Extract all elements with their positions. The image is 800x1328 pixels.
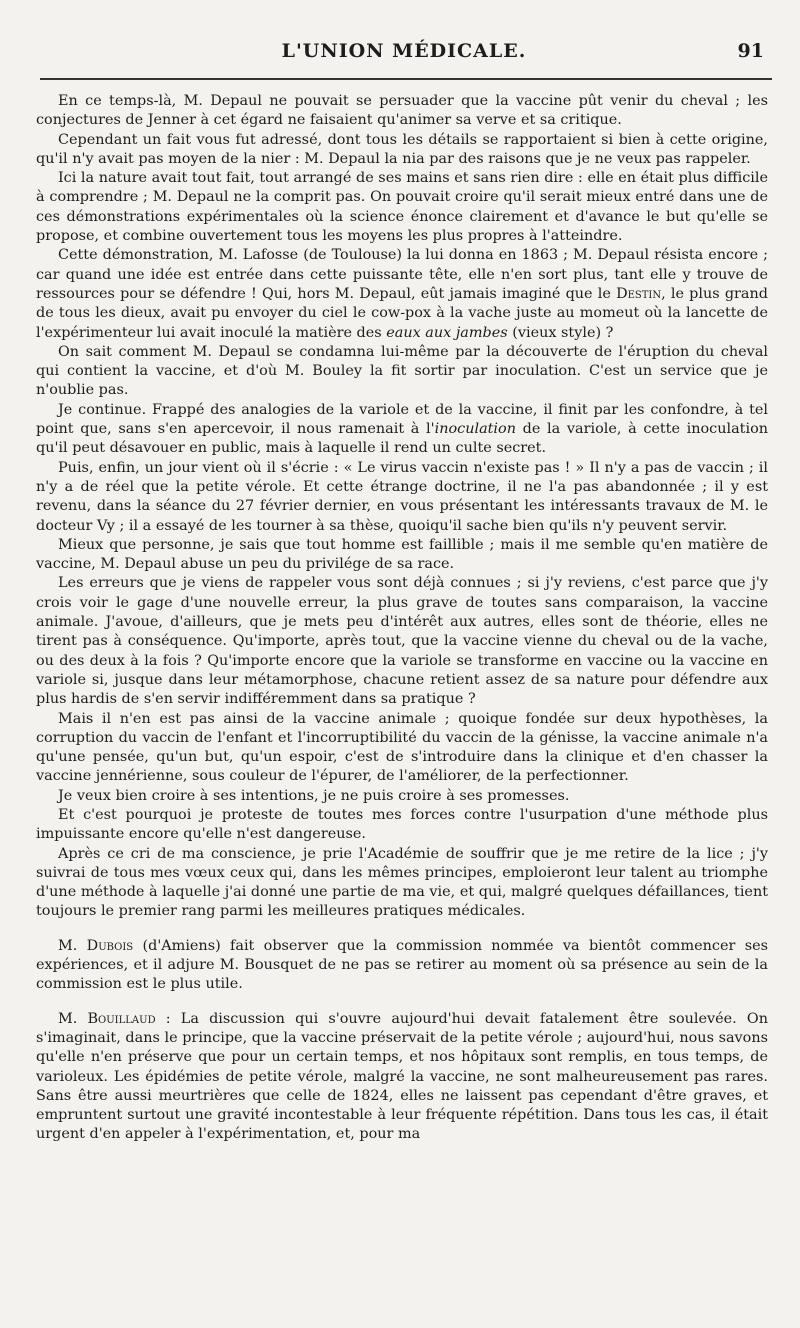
paragraph-before: M. <box>58 1010 88 1027</box>
paragraph-after: de la variole, à cette inoculation qu'il peut désavouer en public, mais à laquelle il rend un culte secret. <box>36 421 769 457</box>
paragraph: Cependant un fait vous fut adressé, dont tous les détails se rapportaient si bien à cette origine, qu'il n'y avait pas moyen de la nier : M. Depaul la nia par des raisons que je ne veux pas rappeler. <box>36 131 768 167</box>
paragraph <box>36 937 768 995</box>
paragraph: Mais il n'en est pas ainsi de la vaccine animale ; quoique fondée sur deux hypothèses, la corruption du vaccin de l'enfant et l'incorruptibilité du vaccin de la génisse, la vaccine animale n'a qu'une pensée, qu'un but, qu'un espoir, c'est de s'introduire dans la clinique et d'en chasser la vaccine jennérienne, sous couleur de l'épurer, de l'améliorer, de la perfectionner. <box>36 710 768 785</box>
paragraph: Après ce cri de ma conscience, je prie l'Académie de souffrir que je me retire de la lice ; j'y suivrai de tous mes vœux ceux qui, dans les mêmes principes, emploieront leur talent au triomphe d'une méthode à laquelle j'ai donné une partie de ma vie, et qui, malgré quelques défaillances, tient toujours le premier rang parmi les meilleures pratiques médicales. <box>36 845 768 920</box>
paragraph-before: Cette démonstration, M. Lafosse (de Toulouse) la lui donna en 1863 ; M. Depaul résista encore ; car quand une idée est entrée dans cette puissante tête, elle n'en sort plus, tant elle y trouve de ressources pour se défendre ! Qui, hors M. Depaul, eût jamais imaginé que le <box>36 247 768 302</box>
paragraph-before: M. <box>58 937 87 954</box>
paragraph-after2: (vieux style) ? <box>507 324 614 341</box>
paragraph-after: (d'Amiens) fait observer que la commission nommée va bientôt commencer ses expériences, et il adjure M. Bousquet de ne pas se retirer au moment où sa présence au sein de la commission est le plus utile. <box>36 937 768 993</box>
page-number: 91 <box>737 40 764 62</box>
paragraph-sc: Dubois <box>86 937 134 954</box>
paragraph-sc: Bouillaud <box>87 1010 156 1027</box>
paragraph: Puis, enfin, un jour vient où il s'écrie : « Le virus vaccin n'existe pas ! » Il n'y a pas de vaccin ; il n'y a de réel que la petite vérole. Et cette étrange doctrine, il ne l'a pas abandonnée ; il y est revenu, dans la séance du 27 février dernier, en vous présentant les intéressants travaux de M. le docteur Vy ; il a essayé de les tourner à sa thèse, quoiqu'il sache bien qu'ils n'y peuvent servir. <box>36 459 768 534</box>
paragraph-em: inoculation <box>434 421 516 438</box>
paragraph: On sait comment M. Depaul se condamna lui-même par la découverte de l'éruption du cheval qui contient la vaccine, et d'où M. Bouley la fit sortir par inoculation. C'est un service que je n'oublie pas. <box>36 343 768 399</box>
paragraph <box>36 246 768 342</box>
paragraph-after: : La discussion qui s'ouvre aujourd'hui devait fatalement être soulevée. On s'imaginait, dans le principe, que la vaccine préservait de la petite vérole ; aujourd'hui, nous savons qu'elle n'en préserve que pour un certain temps, et nos hôpitaux sont remplis, en tous temps, de varioleux. Les épidémies de petite vérole, malgré la vaccine, ne sont malheureusement pas rares. Sans être aussi meurtrières que celle de 1824, elles ne laissent pas cependant d'être graves, et empruntent surtout une gravité incontestable à leur fréquente répétition. Dans tous les cas, il était urgent d'en appeler à l'expérimentation, et, pour ma <box>36 1010 768 1143</box>
paragraph: Et c'est pourquoi je proteste de toutes mes forces contre l'usurpation d'une méthode plus impuissante encore qu'elle n'est dangereuse. <box>36 806 768 843</box>
journal-title: L'UNION MÉDICALE. <box>281 40 527 62</box>
paragraph-after: , le plus grand de tous les dieux, avait pu envoyer du ciel le cow-pox à la vache juste au momeut où la lancette de l'expérimenteur lui avait inoculé la matière des <box>36 285 768 341</box>
paragraph-em: eaux aux jambes <box>386 324 508 341</box>
header-rule <box>40 78 772 80</box>
running-header <box>38 40 770 70</box>
paragraph: Mieux que personne, je sais que tout homme est faillible ; mais il me semble qu'en matière de vaccine, M. Depaul abuse un peu du privilége de sa race. <box>36 536 768 573</box>
article-body <box>36 92 768 1145</box>
paragraph <box>36 1010 768 1145</box>
paragraph <box>36 401 768 459</box>
paragraph: Je veux bien croire à ses intentions, je ne puis croire à ses promesses. <box>58 787 570 804</box>
paragraph: Les erreurs que je viens de rappeler vous sont déjà connues ; si j'y reviens, c'est parce que j'y crois voir le gage d'une nouvelle erreur, la plus grave de toutes sans comparaison, la vaccine animale. J'avoue, d'ailleurs, que je mets peu d'intérêt aux autres, elles sont de théorie, elles ne tirent pas à conséquence. Qu'importe, après tout, que la vaccine vienne du cheval ou de la vache, ou des deux à la fois ? Qu'importe encore que la variole se transforme en vaccine ou la vaccine en variole si, jusque dans leur métamorphose, chacune retient assez de sa nature pour défendre aux plus hardis de s'en servir indifféremment dans sa pratique ? <box>36 575 768 708</box>
paragraph-before: Je continue. Frappé des analogies de la variole et de la vaccine, il finit par les confondre, à tel point que, sans s'en apercevoir, il nous ramenait à l' <box>36 401 768 438</box>
paragraph-sc: Destin <box>616 285 662 302</box>
paragraph: Ici la nature avait tout fait, tout arrangé de ses mains et sans rien dire : elle en était plus difficile à comprendre ; M. Depaul ne la comprit pas. On pouvait croire qu'il serait mieux entré dans une de ces démonstrations expérimentales où la science énonce clairement et d'avance le but qu'elle se propose, et combine ouvertement tous les moyens les plus propres à l'atteindre. <box>36 170 768 245</box>
paragraph: En ce temps-là, M. Depaul ne pouvait se persuader que la vaccine pût venir du cheval ; les conjectures de Jenner à cet égard ne faisaient qu'animer sa verve et sa critique. <box>36 93 768 129</box>
